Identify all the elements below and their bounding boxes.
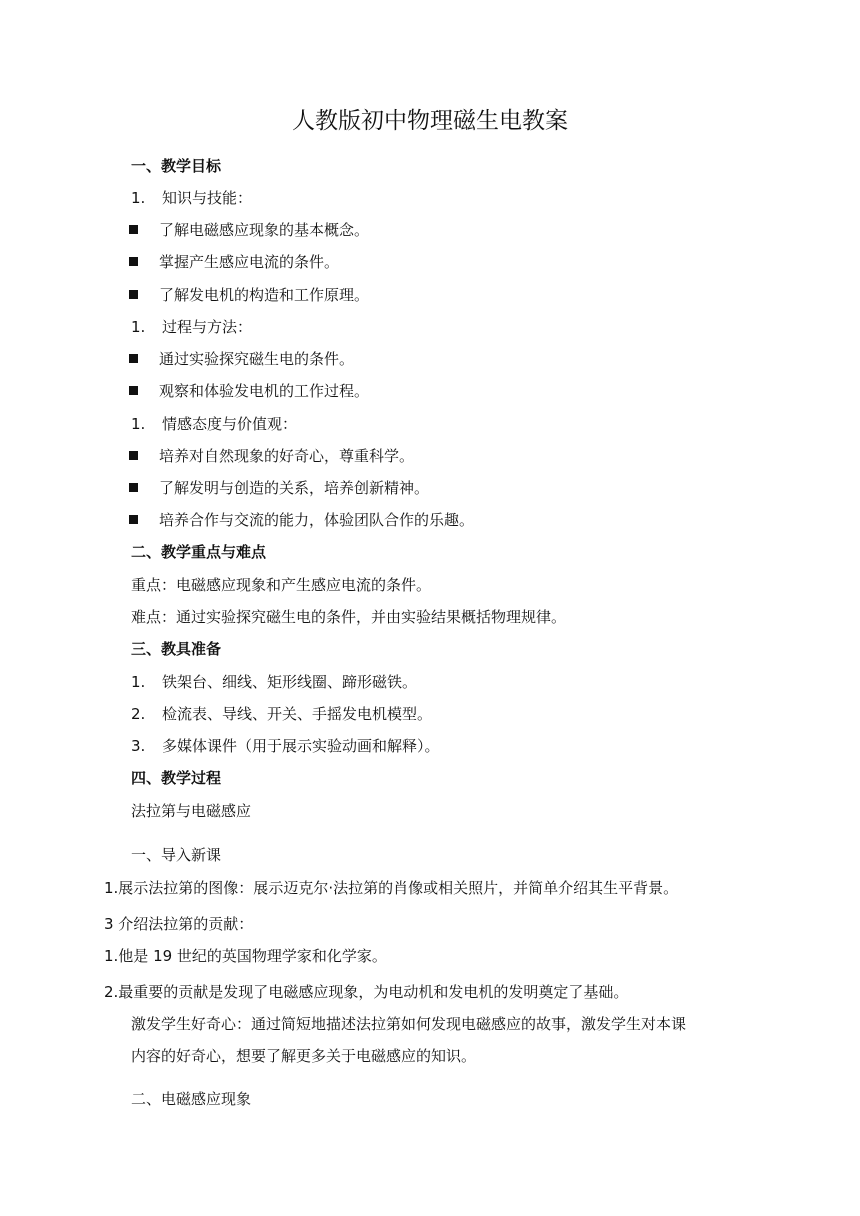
key-point-text: 重点：电磁感应现象和产生感应电流的条件。 [131,576,432,594]
list-number: 2. [131,705,146,723]
difficulty-text: 难点：通过实验探究磁生电的条件，并由实验结果概括物理规律。 [131,608,567,626]
bullet-square-icon [129,483,138,492]
list-number: 1. [131,673,146,691]
bullet-square-icon [129,354,138,363]
bullet-square-icon [129,386,138,395]
list-item: 检流表、导线、开关、手摇发电机模型。 [162,705,433,723]
list-item: 多媒体课件（用于展示实验动画和解释）。 [162,737,440,755]
paragraph: 2.最重要的贡献是发现了电磁感应现象，为电动机和发电机的发明奠定了基础。 [104,983,629,1001]
list-item: 掌握产生感应电流的条件。 [159,253,340,271]
subsection-title: 法拉第与电磁感应 [131,802,252,820]
list-item: 了解发电机的构造和工作原理。 [159,286,370,304]
bullet-square-icon [129,290,138,299]
list-number: 3. [131,737,146,755]
list-item: 铁架台、细线、矩形线圈、蹄形磁铁。 [162,673,418,691]
list-item: 培养对自然现象的好奇心，尊重科学。 [159,447,415,465]
section-heading-materials: 三、教具准备 [131,640,222,658]
paragraph: 激发学生好奇心：通过简短地描述法拉第如何发现电磁感应的故事，激发学生对本课 [131,1015,687,1033]
list-number: 1. [131,189,146,207]
list-item: 培养合作与交流的能力，体验团队合作的乐趣。 [159,511,475,529]
paragraph: 1.他是 19 世纪的英国物理学家和化学家。 [104,947,387,965]
document-title: 人教版初中物理磁生电教案 [292,108,568,134]
objective-group-label: 知识与技能： [162,189,253,207]
list-item: 了解发明与创造的关系，培养创新精神。 [159,479,430,497]
section-heading-key-points: 二、教学重点与难点 [131,543,267,561]
bullet-square-icon [129,225,138,234]
section-heading-objectives: 一、教学目标 [131,157,222,175]
bullet-square-icon [129,257,138,266]
paragraph: 内容的好奇心，想要了解更多关于电磁感应的知识。 [131,1047,477,1065]
bullet-square-icon [129,451,138,460]
list-item: 观察和体验发电机的工作过程。 [159,382,370,400]
list-number: 1. [131,415,146,433]
list-number: 1. [131,318,146,336]
list-item: 了解电磁感应现象的基本概念。 [159,221,370,239]
list-item: 通过实验探究磁生电的条件。 [159,350,355,368]
paragraph: 1.展示法拉第的图像：展示迈克尔·法拉第的肖像或相关照片，并简单介绍其生平背景。 [104,879,679,897]
objective-group-label: 过程与方法： [162,318,253,336]
bullet-square-icon [129,515,138,524]
part-heading: 二、电磁感应现象 [131,1090,252,1108]
section-heading-process: 四、教学过程 [131,769,222,787]
part-heading: 一、导入新课 [131,846,222,864]
paragraph: 3 介绍法拉第的贡献： [104,915,254,933]
objective-group-label: 情感态度与价值观： [162,415,298,433]
